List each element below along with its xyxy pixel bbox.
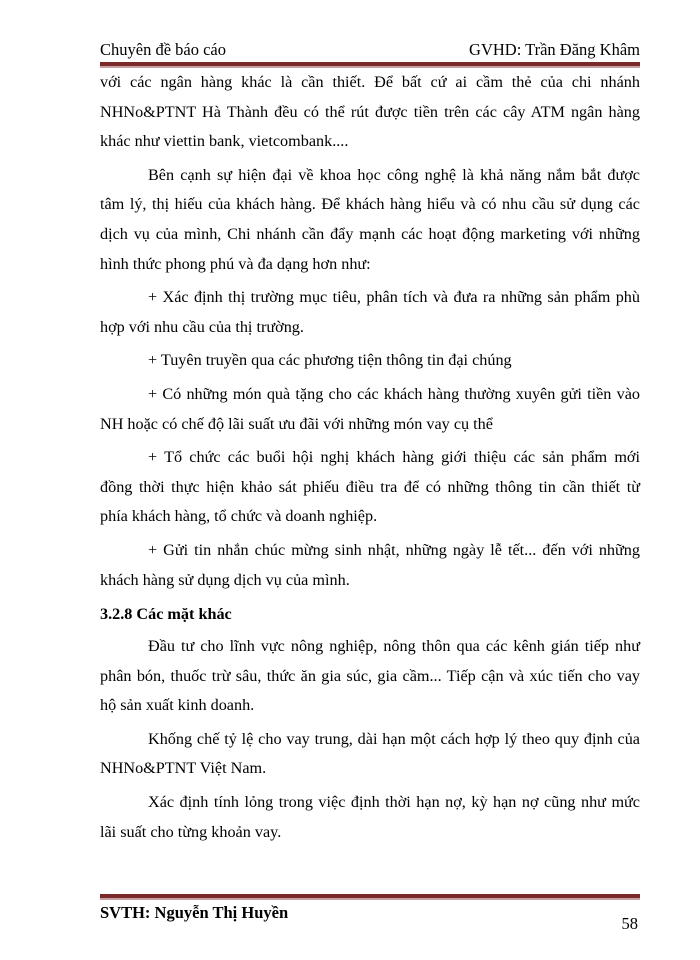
- text-line: tâm lý, thị hiếu của khách hàng. Để khách hàng hiểu và có nhu cầu sử dụng các: [100, 195, 640, 214]
- text-line: lãi suất cho từng khoản vay.: [100, 822, 282, 841]
- header-left: Chuyên đề báo cáo: [100, 40, 226, 59]
- page-header: [100, 40, 640, 62]
- text-line: phía khách hàng, tổ chức và doanh nghiệp.: [100, 507, 378, 526]
- text-line: với các ngân hàng khác là cần thiết. Để bất cứ ai cầm thẻ của chi nhánh: [100, 73, 640, 91]
- paragraph: [100, 632, 640, 721]
- footer-author: SVTH: Nguyễn Thị Huyền: [100, 903, 289, 922]
- section-heading: 3.2.8 Các mặt khác: [100, 605, 232, 624]
- header-right: GVHD: Trần Đăng Khâm: [469, 40, 640, 59]
- text-line: khách hàng sử dụng dịch vụ của mình.: [100, 570, 350, 589]
- paragraph: [100, 283, 640, 342]
- text-line: hình thức phong phú và đa dạng hơn như:: [100, 254, 371, 273]
- text-line: hộ sản xuất kinh doanh.: [100, 696, 255, 715]
- text-line: + Tổ chức các buổi hội nghị khách hàng giới thiệu các sản phẩm mới: [148, 448, 640, 467]
- paragraph: [100, 788, 640, 847]
- footer-rule: [100, 894, 640, 900]
- text-line: đồng thời thực hiện khảo sát phiếu điều tra để có những thông tin cần thiết từ: [100, 477, 640, 496]
- text-line: Xác định tính lỏng trong việc định thời hạn nợ, kỳ hạn nợ cũng như mức: [148, 793, 640, 812]
- text-line: NHNo&PTNT Hà Thành đều có thể rút được tiền trên các cây ATM ngân hàng: [100, 102, 640, 121]
- paragraph: [100, 380, 640, 439]
- paragraph: [100, 346, 640, 376]
- text-line: Đầu tư cho lĩnh vực nông nghiệp, nông thôn qua các kênh gián tiếp như: [148, 637, 640, 656]
- paragraph: [100, 443, 640, 532]
- text-line: Khống chế tỷ lệ cho vay trung, dài hạn một cách hợp lý theo quy định của: [148, 729, 640, 748]
- text-line: khác như viettin bank, vietcombank....: [100, 132, 349, 151]
- page-body: [100, 68, 640, 851]
- text-line: phân bón, thuốc trừ sâu, thức ăn gia súc, gia cầm... Tiếp cận và xúc tiến cho vay: [100, 666, 640, 685]
- paragraph: [100, 725, 640, 784]
- text-line: hợp với nhu cầu của thị trường.: [100, 317, 304, 336]
- text-line: + Xác định thị trường mục tiêu, phân tích và đưa ra những sản phẩm phù: [148, 288, 640, 307]
- paragraph: [100, 536, 640, 595]
- text-line: Bên cạnh sự hiện đại về khoa học công nghệ là khả năng nắm bắt được: [148, 165, 640, 184]
- text-line: + Có những món quà tặng cho các khách hàng thường xuyên gửi tiền vào: [148, 384, 640, 403]
- page-number: 58: [621, 914, 638, 933]
- paragraph: [100, 161, 640, 279]
- text-line: + Tuyên truyền qua các phương tiện thông tin đại chúng: [148, 351, 512, 370]
- text-line: + Gửi tin nhắn chúc mừng sinh nhật, những ngày lễ tết... đến với những: [148, 540, 640, 559]
- text-line: NH hoặc có chế độ lãi suất ưu đãi với những món vay cụ thể: [100, 414, 493, 433]
- text-line: dịch vụ của mình, Chi nhánh cần đẩy mạnh các hoạt động marketing với những: [100, 224, 640, 243]
- paragraph: [100, 68, 640, 157]
- text-line: NHNo&PTNT Việt Nam.: [100, 759, 267, 778]
